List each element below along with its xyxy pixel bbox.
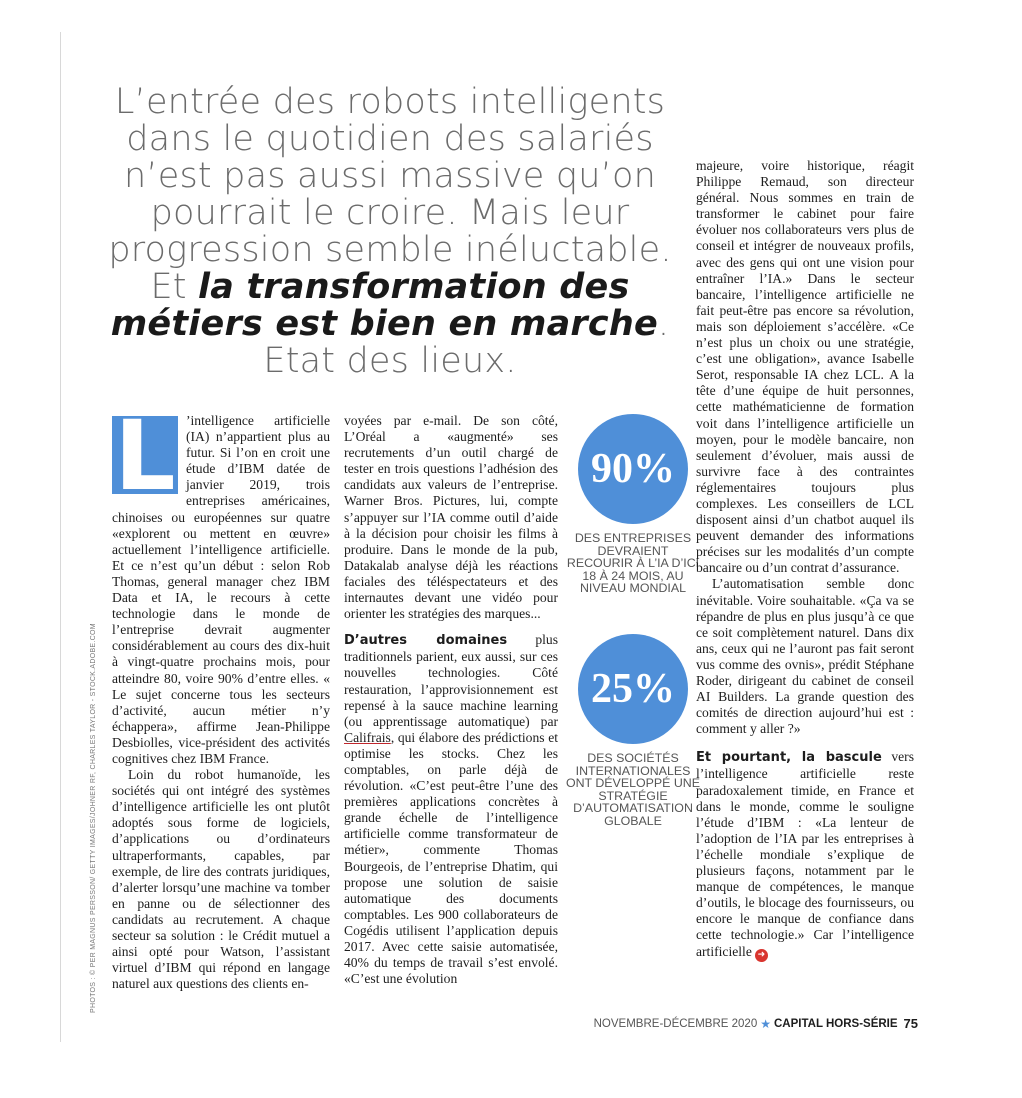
photo-credit: PHOTOS : © PER MAGNUS PERSSON/ GETTY IMAGES/JOHNER RF, CHARLES TAYLOR - STOCK.ADOBE.COM [90,623,97,1013]
article-headline [95,84,685,380]
col1-paragraph-2: Loin du robot humanoïde, les sociétés qui ont intégré des systèmes d’intelligence artificielle les ont plutôt adoptés sous forme de logiciels, d’applications ou d’ordinateurs ultraperformants, capables, par exemple, de lire des contrats juridiques, d’alerter lorsqu’une machine va tomber en panne ou de sélectionner des candidats au recrutement. A chaque secteur sa solution : le Crédit mutuel a ainsi opté pour Watson, l’assistant virtuel d’IBM qui répond en langage naturel aux questions des clients en- [112,767,330,992]
col2-text-2b: , qui élabore des prédictions et optimise les stocks. Chez les comptables, on parle déjà de révolution. «C’est peut-être l’une des premières applications concrètes à grande échelle de l’intelligence artificielle comme transformateur de métier», commente Thomas Bourgeois, de l’entreprise Dhatim, qui propose une solution de saisie automatique des documents comptables. Les 900 collaborateurs de Cogédis utilisent l’application depuis 2017. Avec cette saisie automatisée, 40% du temps de travail s’est envolé. «C’est une évolution [344,729,558,987]
col4-paragraph-3 [696,749,914,961]
drop-cap: L [112,416,178,494]
footer-magazine: CAPITAL HORS-SÉRIE [774,1017,898,1030]
headline-end: . Etat des lieux. [263,304,670,381]
stat-circle-25: 25% [578,634,688,744]
stat-label-25: DES SOCIÉTÉS INTERNATIONALES ONT DÉVELOPPÉ UNE STRATÉGIE D’AUTOMATISATION GLOBALE [565,751,701,828]
subhead-autres-domaines: D’autres domaines [344,633,508,649]
califrais-link[interactable]: Califrais [344,729,391,745]
arrow-right-icon[interactable]: ➜ [755,949,768,962]
page-footer [594,1016,918,1031]
footer-issue: NOVEMBRE-DÉCEMBRE 2020 [593,1017,758,1030]
headline-intro: L’entrée des robots intelligents dans le quotidien des salariés n’est pas aussi massive qu’on pourrait le croire. Mais leur progression semble inéluctable. Et [108,82,672,307]
col4-text-3: vers l’intelligence artificielle reste paradoxalement timide, en France et dans le monde, comme le souligne l’étude d’IBM : «La lenteur de l’adoption de l’IA par les entreprises à l’échelle mondiale s’explique de plusieurs façons, notamment par le manque de compétences, le manque d’outils, le blocage des fournisseurs, ou encore le manque de confiance dans cette technologie.» Car l’intelligence artificielle [696,749,915,959]
page-spine-line [60,32,61,1042]
col1-text-1: ’intelligence artificielle (IA) n’appartient plus au futur. Si l’on en croit une étude d’IBM datée de janvier 2019, trois entreprises américaines, chinoises ou européennes sur quatre «explorent ou mettent en œuvre» actuellement l’intelligence artificielle. Et ce n’est qu’un début : selon Rob Thomas, general manager chez IBM Data et IA, le recours à cette technologie dans le monde de l’entreprise devrait augmenter considérablement au cours des dix-huit à vingt-quatre prochains mois, pour atteindre 80, voire 90% d’entre elles. « Le sujet concerne tous les secteurs d’activité, aucun métier n’y échappera», affirme Jean-Philippe Desbiolles, vice-président des activités cognitives chez IBM France. [112,413,330,766]
col4-paragraph-1: majeure, voire historique, réagit Philippe Remaud, son directeur général. Nous sommes en train de transformer le cabinet pour faire évoluer nos collaborateurs vers plus de conseil et intégrer de nouveaux profils, avec des gens qui ont une vision pour entraîner l’IA.» Dans le secteur bancaire, l’intelligence artificielle ne fait peut-être pas encore sa révolution, mais son déploiement s’accélère. «Ce n’est plus un choix ou une stratégie, c’est une obligation», avance Isabelle Serot, responsable IA chez LCL. A la tête d’une équipe de huit personnes, cette mathématicienne de formation voit dans l’intelligence artificielle un moyen, pour le modèle bancaire, non seulement d’évoluer, mais aussi de survivre face à des contraintes réglementaires toujours plus complexes. Les conseillers de LCL disposent ainsi d’un chatbot auquel ils peuvent demander des informations précises sur les modalités d’un compte bancaire ou d’un contrat d’assurance. [696,158,914,576]
column-2 [344,413,558,987]
col2-paragraph-1: voyées par e-mail. De son côté, L’Oréal a «augmenté» ses recrutements d’un outil chargé de tester en trois questions l’adhésion des candidats aux valeurs de l’entreprise. Warner Bros. Pictures, lui, compte s’appuyer sur l’IA comme outil d’aide à la décision pour choisir les films à produire. Dans le monde de la pub, Datakalab analyse déjà les réactions faciales des téléspectateurs et des internautes devant une vidéo pour orienter les stratégies des marques... [344,413,558,622]
column-1 [112,400,330,992]
col4-paragraph-2: L’automatisation semble donc inévitable. Voire souhaitable. «Ça va se répandre de plus en plus jusqu’à ce que ce soit complètement naturel. Dans dix ans, ceux qui ne l’auront pas fait seront vus comme des ovnis», prédit Stéphane Roder, dirigeant du cabinet de conseil AI Builders. La grande question des comités de direction aujourd’hui est : comment y aller ?» [696,576,914,737]
stat-circle-90: 90% [578,414,688,524]
col1-paragraph-1 [112,400,330,767]
subhead-et-pourtant: Et pourtant, la bascule [696,750,882,766]
col2-paragraph-2 [344,632,558,987]
col2-text-2a: plus traditionnels parient, eux aussi, sur ces nouvelles technologies. Côté restauration, l’approvisionnement est repensé à la sauce machine learning (ou apprentissage automatique) par [344,632,558,729]
headline-emphasis: la transformation des métiers est bien en marche [110,267,658,344]
page-number: 75 [903,1016,918,1031]
stat-label-90: DES ENTREPRISES DEVRAIENT RECOURIR À L’IA D’ICI 18 À 24 MOIS, AU NIVEAU MONDIAL [566,531,700,595]
star-icon: ★ [760,1016,771,1031]
column-4 [696,158,914,962]
